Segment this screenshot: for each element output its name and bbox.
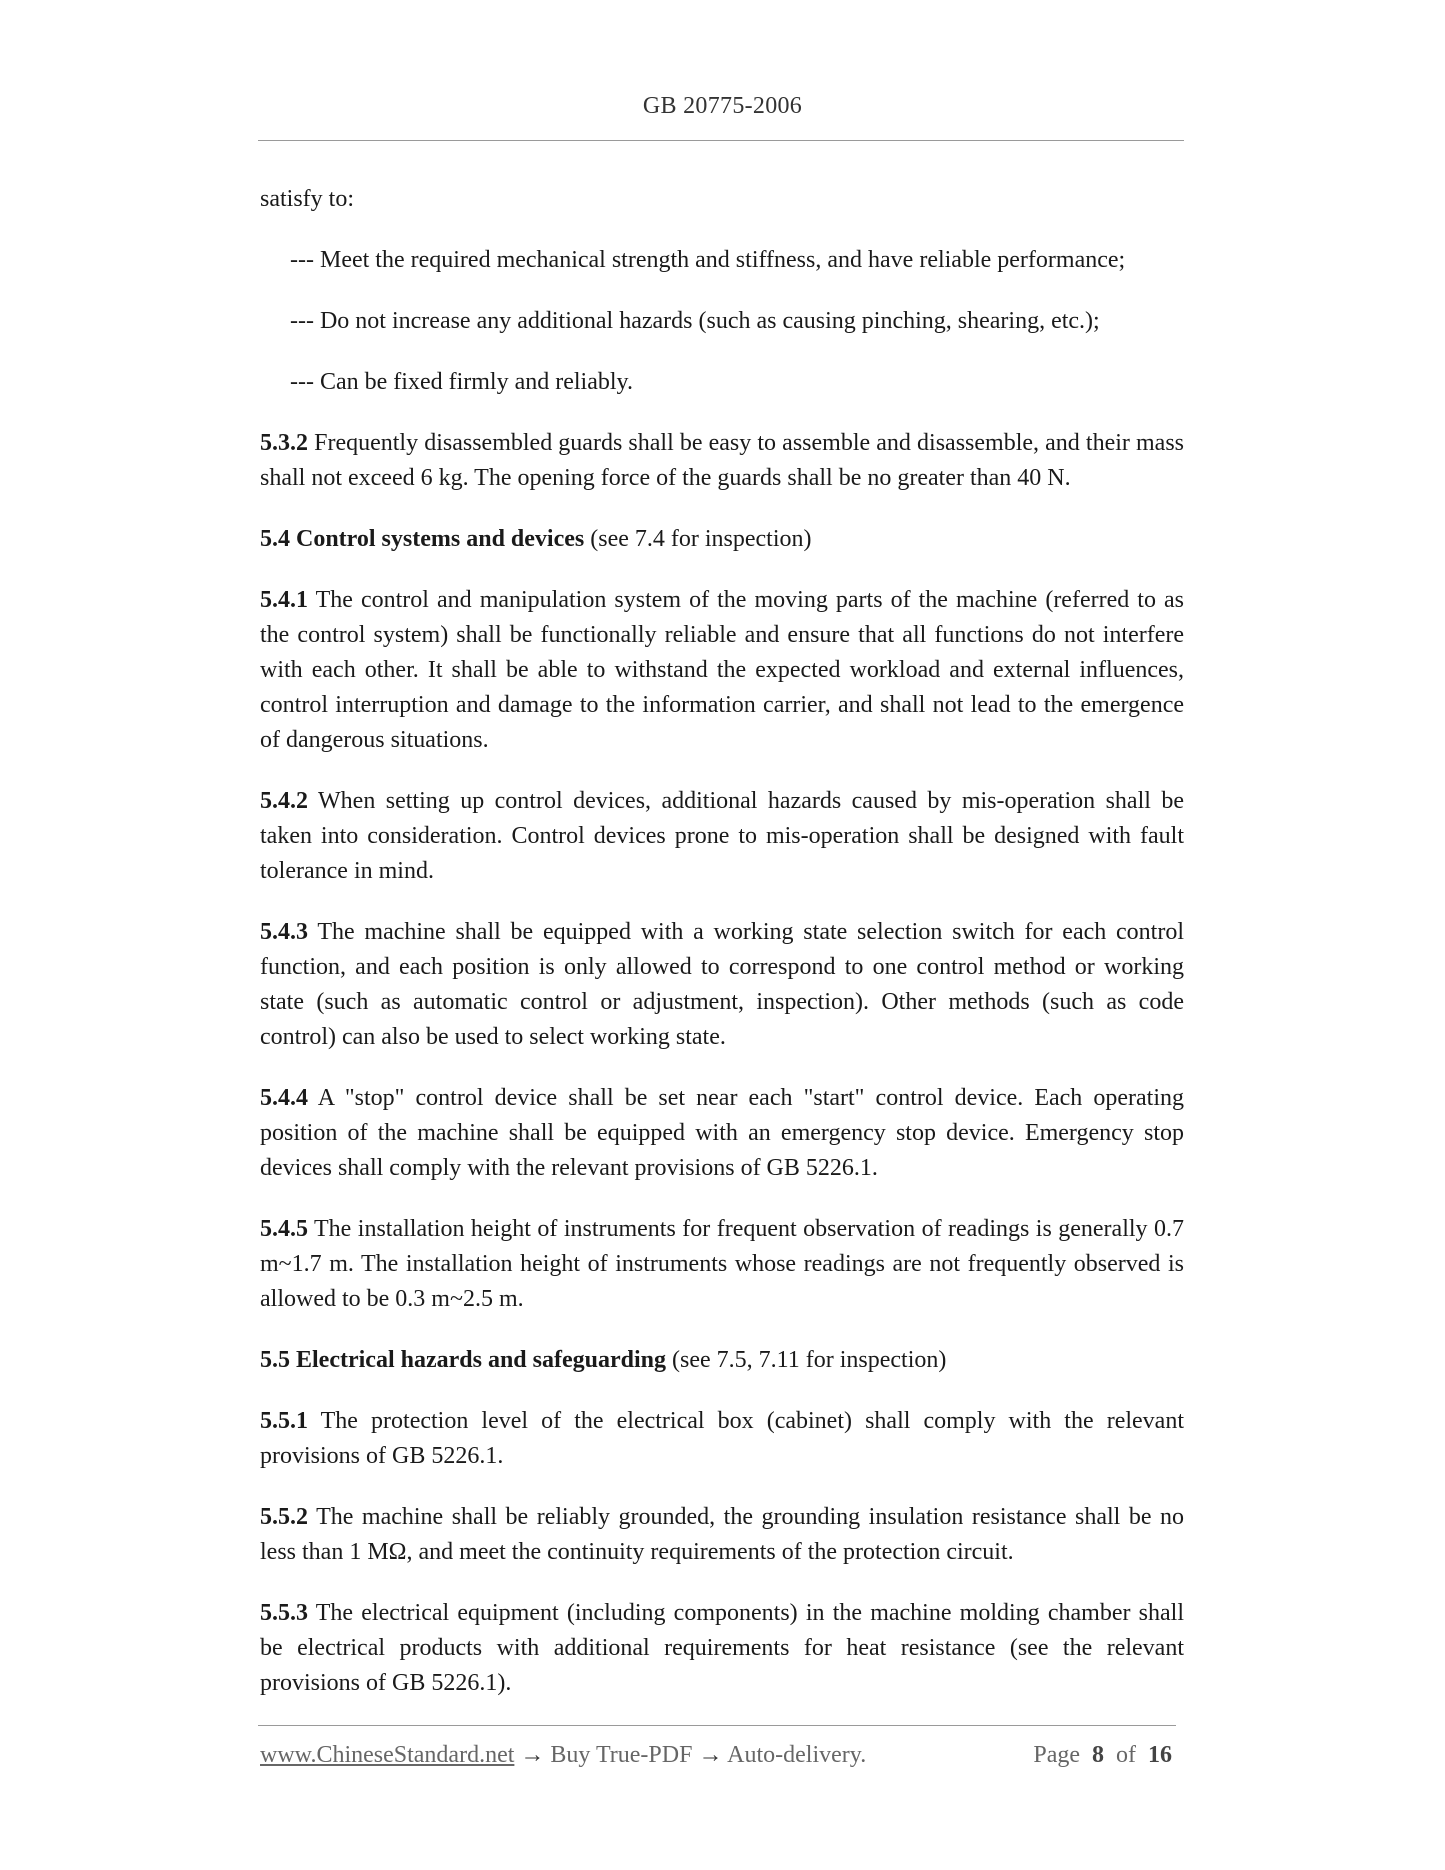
clause-5-3-2 bbox=[260, 426, 1184, 496]
page-number bbox=[1033, 1742, 1172, 1769]
page-current: 8 bbox=[1092, 1742, 1104, 1768]
document-code-header: GB 20775-2006 bbox=[642, 93, 803, 119]
clause-5-5-1 bbox=[260, 1404, 1184, 1474]
list-item: --- Meet the required mechanical strength and stiffness, and have reliable performance; bbox=[290, 247, 1126, 273]
website-link[interactable]: www.ChineseStandard.net bbox=[260, 1742, 515, 1768]
clause-number: 5.4.2 bbox=[260, 788, 308, 814]
clause-5-4-4 bbox=[260, 1081, 1184, 1186]
section-heading-suffix: (see 7.5, 7.11 for inspection) bbox=[666, 1347, 947, 1373]
clause-text: When setting up control devices, additional hazards caused by mis-operation shall be taken into consideration. Control devices prone to mis-operation shall be designed with fault tolerance in mind. bbox=[260, 788, 1184, 884]
footer-divider bbox=[258, 1725, 1176, 1726]
clause-text: The electrical equipment (including components) in the machine molding chamber shall be electrical products with additional requirements for heat resistance (see the relevant provisions of GB 5226.1). bbox=[260, 1600, 1184, 1696]
clause-text: The installation height of instruments for frequent observation of readings is generally 0.7 m~1.7 m. The installation height of instruments whose readings are not frequently observed is allowed to be 0.3 m~2.5 m. bbox=[260, 1216, 1184, 1312]
page-total: 16 bbox=[1148, 1742, 1172, 1768]
clause-number: 5.5.3 bbox=[260, 1600, 308, 1626]
of-label: of bbox=[1116, 1742, 1136, 1768]
clause-text: The machine shall be reliably grounded, the grounding insulation resistance shall be no less than 1 MΩ, and meet the continuity requirements of the protection circuit. bbox=[260, 1504, 1184, 1565]
paragraph-intro: satisfy to: bbox=[260, 186, 354, 212]
clause-number: 5.4.5 bbox=[260, 1216, 308, 1242]
clause-number: 5.3.2 bbox=[260, 430, 308, 456]
header-divider bbox=[258, 140, 1184, 141]
list-item: --- Do not increase any additional hazards (such as causing pinching, shearing, etc.); bbox=[290, 308, 1100, 334]
section-heading: 5.5 Electrical hazards and safeguarding bbox=[260, 1347, 666, 1373]
clause-5-4-5 bbox=[260, 1212, 1184, 1317]
page-footer bbox=[260, 1742, 1176, 1778]
clause-5-5-2 bbox=[260, 1500, 1184, 1570]
clause-number: 5.5.2 bbox=[260, 1504, 308, 1530]
arrow-right-icon: → bbox=[520, 1742, 545, 1768]
clause-text: The machine shall be equipped with a working state selection switch for each control function, and each position is only allowed to correspond to one control method or working state (such as automatic control or adjustment, inspection). Other methods (such as code control) can also be used to select working state. bbox=[260, 919, 1184, 1050]
page-label: Page bbox=[1033, 1742, 1080, 1768]
clause-5-4-3 bbox=[260, 915, 1184, 1055]
clause-number: 5.4.4 bbox=[260, 1085, 308, 1111]
section-5-5 bbox=[260, 1343, 1184, 1378]
section-heading-suffix: (see 7.4 for inspection) bbox=[584, 526, 812, 552]
clause-5-5-3 bbox=[260, 1596, 1184, 1701]
clause-text: A "stop" control device shall be set near each "start" control device. Each operating position of the machine shall be equipped with an emergency stop device. Emergency stop devices shall comply with the relevant provisions of GB 5226.1. bbox=[260, 1085, 1184, 1181]
clause-5-4-2 bbox=[260, 784, 1184, 889]
section-5-4 bbox=[260, 522, 1184, 557]
clause-number: 5.4.1 bbox=[260, 587, 308, 613]
footer-promo bbox=[260, 1742, 866, 1769]
buy-pdf-text: Buy True-PDF bbox=[544, 1742, 699, 1768]
clause-text: The protection level of the electrical box (cabinet) shall comply with the relevant provisions of GB 5226.1. bbox=[260, 1408, 1184, 1469]
section-heading: 5.4 Control systems and devices bbox=[260, 526, 585, 552]
clause-text: The control and manipulation system of the moving parts of the machine (referred to as the control system) shall be functionally reliable and ensure that all functions do not interfere with each other. It shall be able to withstand the expected workload and external influences, control interruption and damage to the information carrier, and shall not lead to the emergence of dangerous situations. bbox=[260, 587, 1184, 753]
page-body bbox=[260, 182, 1184, 1727]
arrow-right-icon: → bbox=[698, 1742, 723, 1768]
list-item: --- Can be fixed firmly and reliably. bbox=[290, 369, 633, 395]
clause-number: 5.5.1 bbox=[260, 1408, 308, 1434]
auto-delivery-text: Auto-delivery. bbox=[722, 1742, 867, 1768]
clause-5-4-1 bbox=[260, 583, 1184, 758]
clause-text: Frequently disassembled guards shall be easy to assemble and disassemble, and their mass shall not exceed 6 kg. The opening force of the guards shall be no greater than 40 N. bbox=[260, 430, 1184, 491]
clause-number: 5.4.3 bbox=[260, 919, 308, 945]
